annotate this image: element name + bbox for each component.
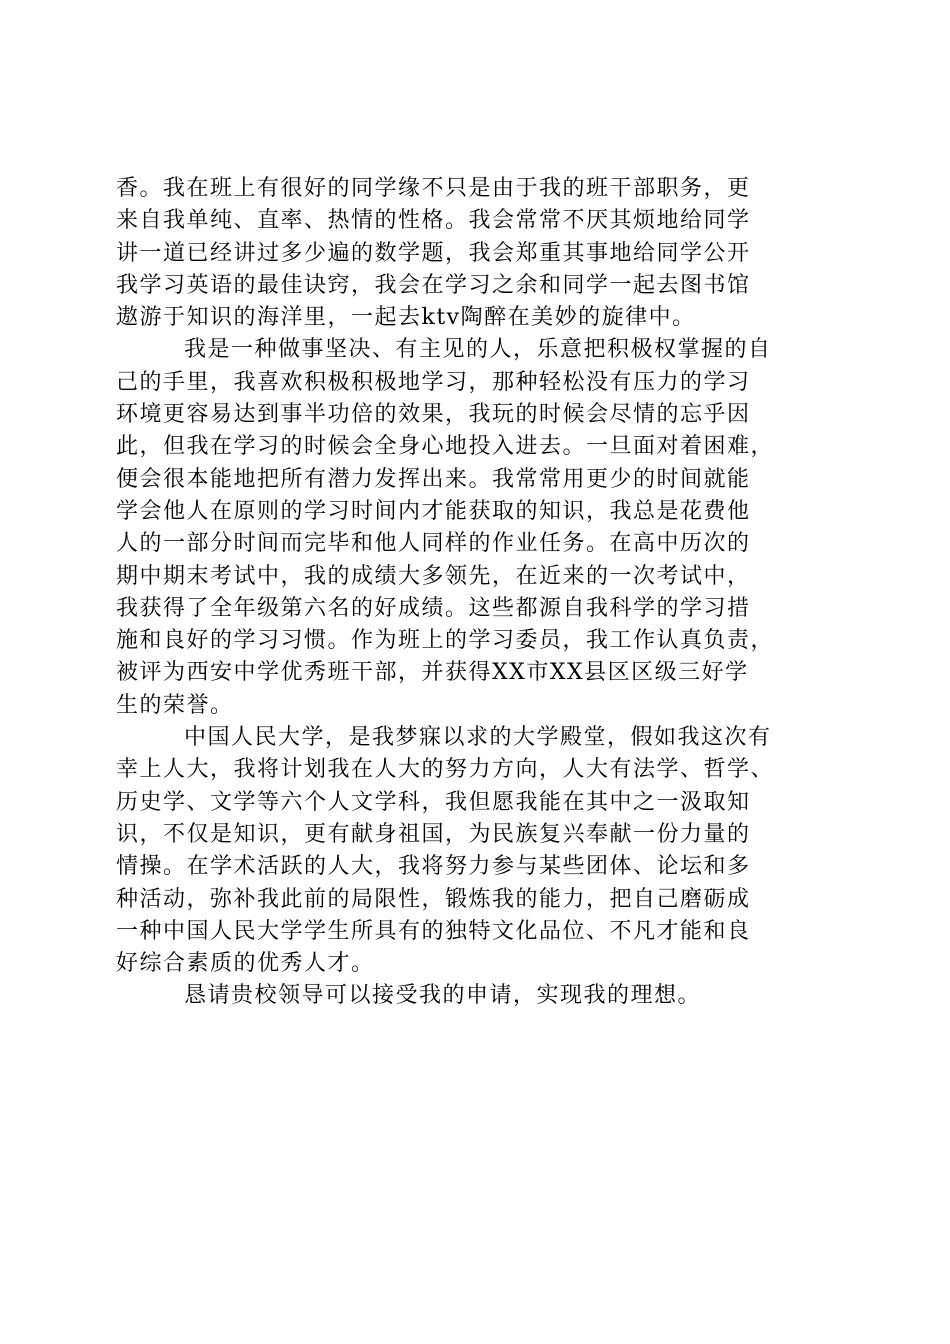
text-line: 人的一部分时间而完毕和他人同样的作业任务。在高中历次的: [116, 531, 751, 557]
text-line: 生的荣誉。: [116, 692, 234, 718]
text-line: 便会很本能地把所有潜力发挥出来。我常常用更少的时间就能: [116, 466, 751, 492]
text-line: 被评为西安中学优秀班干部，并获得XX市XX县区区级三好学: [116, 660, 749, 686]
text-line: 期中期末考试中，我的成绩大多领先，在近来的一次考试中，: [116, 563, 751, 589]
text-line: 幸上人大，我将计划我在人大的努力方向，人大有法学、哲学、: [116, 757, 775, 783]
paragraph-first-line: 中国人民大学，是我梦寐以求的大学殿堂，假如我这次有: [184, 725, 772, 751]
document-body: [116, 173, 836, 1013]
text-line: 情操。在学术活跃的人大，我将努力参与某些团体、论坛和多: [116, 854, 751, 880]
text-line: 一种中国人民大学学生所具有的独特文化品位、不凡才能和良: [116, 918, 751, 944]
text-line: 种活动，弥补我此前的局限性，锻炼我的能力，把自己磨砺成: [116, 886, 751, 912]
text-line: 遨游于知识的海洋里，一起去ktv陶醉在美妙的旋律中。: [116, 305, 696, 331]
text-line: 我学习英语的最佳诀窍，我会在学习之余和同学一起去图书馆: [116, 272, 751, 298]
text-line: 环境更容易达到事半功倍的效果，我玩的时候会尽情的忘乎因: [116, 402, 751, 428]
text-line: 识，不仅是知识，更有献身祖国，为民族复兴奉献一份力量的: [116, 821, 751, 847]
text-line: 己的手里，我喜欢积极积极地学习，那种轻松没有压力的学习: [116, 369, 751, 395]
paragraph-first-line: 恳请贵校领导可以接受我的申请，实现我的理想。: [184, 983, 702, 1009]
text-line: 施和良好的学习习惯。作为班上的学习委员，我工作认真负责，: [116, 628, 775, 654]
text-line: 历史学、文学等六个人文学科，我但愿我能在其中之一汲取知: [116, 789, 751, 815]
text-line: 好综合素质的优秀人才。: [116, 951, 375, 977]
text-line: 讲一道已经讲过多少遍的数学题，我会郑重其事地给同学公开: [116, 240, 751, 266]
paragraph-first-line: 我是一种做事坚决、有主见的人，乐意把积极权掌握的自: [184, 337, 772, 363]
text-line: 我获得了全年级第六名的好成绩。这些都源自我科学的学习措: [116, 595, 751, 621]
text-line: 来自我单纯、直率、热情的性格。我会常常不厌其烦地给同学: [116, 208, 751, 234]
text-line: 香。我在班上有很好的同学缘不只是由于我的班干部职务，更: [116, 176, 751, 201]
text-line: 学会他人在原则的学习时间内才能获取的知识，我总是花费他: [116, 498, 751, 524]
text-line: 此，但我在学习的时候会全身心地投入进去。一旦面对着困难，: [116, 434, 775, 460]
